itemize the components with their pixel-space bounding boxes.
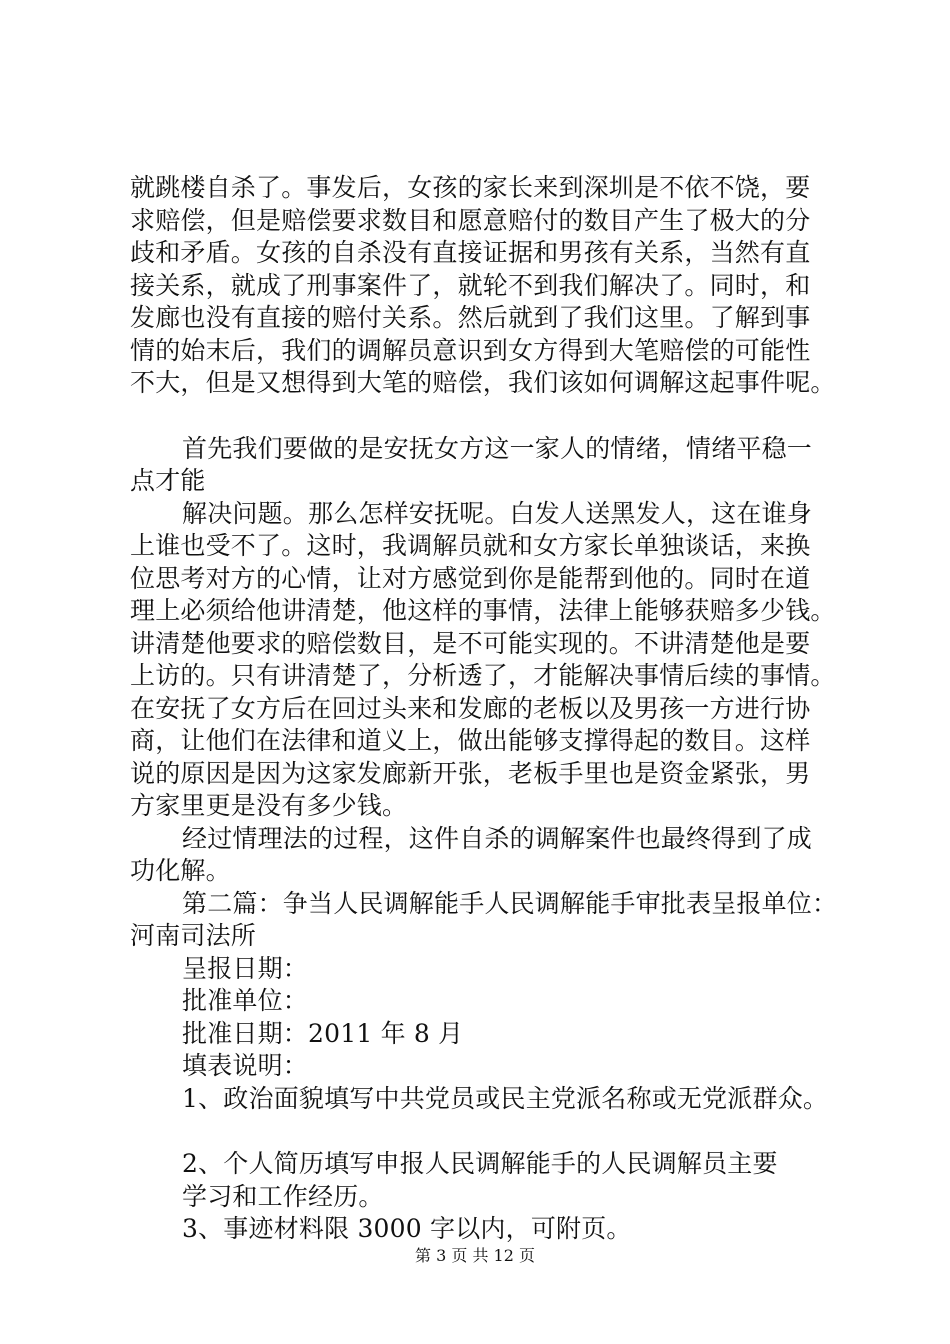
report-date-label: 呈报日期： (182, 953, 309, 983)
text-line: 第二篇：争当人民调解能手人民调解能手审批表呈报单位： (182, 888, 838, 918)
approval-date-label: 批准日期：2011 年 8 月 (182, 1018, 464, 1048)
approval-unit-label: 批准单位： (182, 986, 309, 1015)
text-line: 就跳楼自杀了。事发后，女孩的家长来到深圳是不依不饶，要 (130, 173, 811, 202)
text-line: 上访的。只有讲清楚了，分析透了，才能解决事情后续的事情。 (130, 661, 836, 690)
text-line: 理上必须给他讲清楚，他这样的事情，法律上能够获赔多少钱。 (130, 596, 836, 625)
text-line: 位思考对方的心情，让对方感觉到你是能帮到他的。同时在道 (130, 563, 811, 593)
text-line: 接关系，就成了刑事案件了，就轮不到我们解决了。同时，和 (130, 270, 811, 300)
text-line: 方家里更是没有多少钱。 (130, 791, 408, 820)
text-line: 河南司法所 (130, 921, 257, 950)
instructions-label: 填表说明： (182, 1051, 309, 1080)
text-line: 点才能 (130, 466, 206, 495)
note-3: 3、事迹材料限 3000 字以内，可附页。 (182, 1214, 632, 1243)
text-line: 首先我们要做的是安抚女方这一家人的情绪，情绪平稳一 (182, 433, 813, 463)
text-line: 讲清楚他要求的赔偿数目，是不可能实现的。不讲清楚他是要 (130, 628, 811, 658)
text-line: 情的始末后，我们的调解员意识到女方得到大笔赔偿的可能性 (130, 335, 811, 365)
text-line: 歧和矛盾。女孩的自杀没有直接证据和男孩有关系，当然有直 (130, 238, 811, 267)
page-number-footer: 第 3 页 共 12 页 (415, 1246, 535, 1265)
note-2: 2、个人简历填写申报人民调解能手的人民调解员主要 (182, 1149, 778, 1178)
text-line: 功化解。 (130, 856, 231, 885)
note-1: 1、政治面貌填写中共党员或民主党派名称或无党派群众。 (182, 1083, 829, 1113)
text-line: 发廊也没有直接的赔付关系。然后就到了我们这里。了解到事 (130, 303, 811, 332)
notes (130, 1083, 830, 1246)
text-line: 说的原因是因为这家发廊新开张，老板手里也是资金紧张，男 (130, 758, 811, 788)
text-line: 解决问题。那么怎样安抚呢。白发人送黑发人，这在谁身 (182, 498, 813, 528)
paragraph-4 (130, 823, 830, 888)
paragraph-2 (130, 433, 830, 498)
text-line: 在安抚了女方后在回过头来和发廊的老板以及男孩一方进行协 (130, 693, 811, 723)
paragraph-gap (130, 1115, 830, 1148)
note-2-continued: 学习和工作经历。 (182, 1181, 384, 1211)
paragraph-3 (130, 498, 836, 823)
paragraph-5 (130, 888, 838, 953)
document-body (130, 172, 838, 1246)
text-line: 商，让他们在法律和道义上，做出能够支撑得起的数目。这样 (130, 726, 811, 755)
text-line: 经过情理法的过程，这件自杀的调解案件也最终得到了成 (182, 823, 813, 853)
paragraph-gap (130, 400, 830, 433)
form-fields (130, 953, 830, 1083)
text-line: 上谁也受不了。这时，我调解员就和女方家长单独谈话，来换 (130, 531, 811, 560)
text-line: 求赔偿，但是赔偿要求数目和愿意赔付的数目产生了极大的分 (130, 205, 811, 235)
text-line: 不大，但是又想得到大笔的赔偿，我们该如何调解这起事件呢。 (130, 368, 836, 397)
paragraph-1 (130, 172, 836, 400)
